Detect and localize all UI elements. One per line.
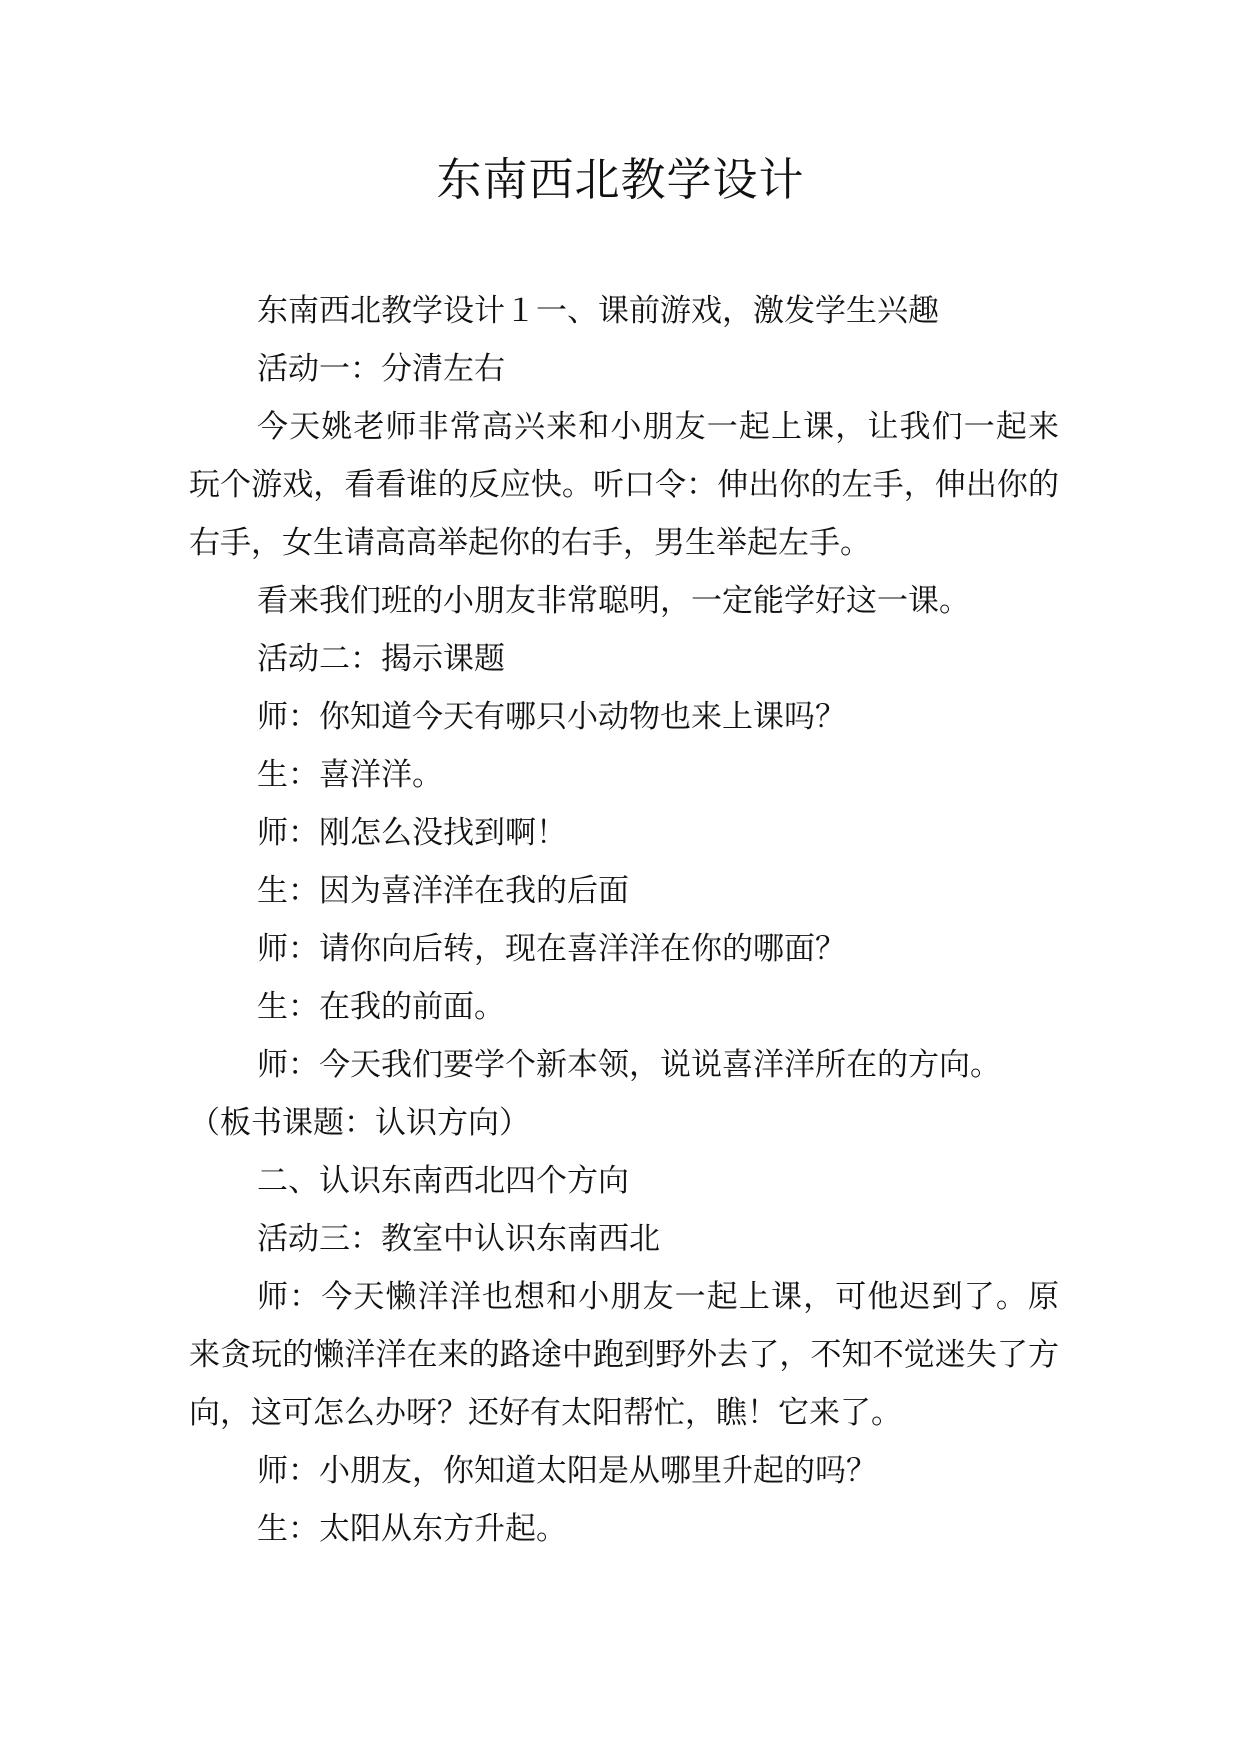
paragraph-dialogue: 生：喜洋洋。 (257, 757, 443, 793)
paragraph-dialogue: 师：今天懒洋洋也想和小朋友一起上课，可他迟到了。原来贪玩的懒洋洋在来的路途中跑到野外去了，不知不觉迷失了方向，这可怎么办呀？还好有太阳帮忙，瞧！它来了。 (189, 1279, 1059, 1431)
paragraph-dialogue: 师：刚怎么没找到啊！ (257, 815, 567, 851)
document-body (189, 282, 1059, 1558)
paragraph-dialogue: 生：太阳从东方升起。 (257, 1511, 567, 1547)
paragraph-activity-two: 活动二：揭示课题 (257, 641, 505, 677)
paragraph-dialogue: 师：请你向后转，现在喜洋洋在你的哪面？ (257, 931, 846, 967)
paragraph-dialogue: 师：今天我们要学个新本领，说说喜洋洋所在的方向。 (257, 1047, 1001, 1083)
paragraph-dialogue: 生：在我的前面。 (257, 989, 505, 1025)
paragraph-activity-three: 活动三：教室中认识东南西北 (257, 1221, 660, 1257)
paragraph-dialogue: 师：你知道今天有哪只小动物也来上课吗？ (257, 699, 846, 735)
document-title: 东南西北教学设计 (436, 153, 805, 206)
paragraph-dialogue: 师：小朋友，你知道太阳是从哪里升起的吗？ (257, 1453, 877, 1489)
paragraph-dialogue: 生：因为喜洋洋在我的后面 (257, 873, 629, 909)
paragraph-praise: 看来我们班的小朋友非常聪明，一定能学好这一课。 (257, 583, 970, 619)
paragraph-board-note: （板书课题：认识方向） (189, 1105, 530, 1141)
paragraph-activity-one: 活动一：分清左右 (257, 351, 505, 387)
paragraph-game-instructions: 今天姚老师非常高兴来和小朋友一起上课，让我们一起来玩个游戏，看看谁的反应快。听口令：伸出你的左手，伸出你的右手，女生请高高举起你的右手，男生举起左手。 (189, 409, 1059, 561)
paragraph-section-two-heading: 二、认识东南西北四个方向 (257, 1163, 629, 1199)
paragraph-intro-heading: 东南西北教学设计１一、课前游戏，激发学生兴趣 (257, 293, 939, 329)
